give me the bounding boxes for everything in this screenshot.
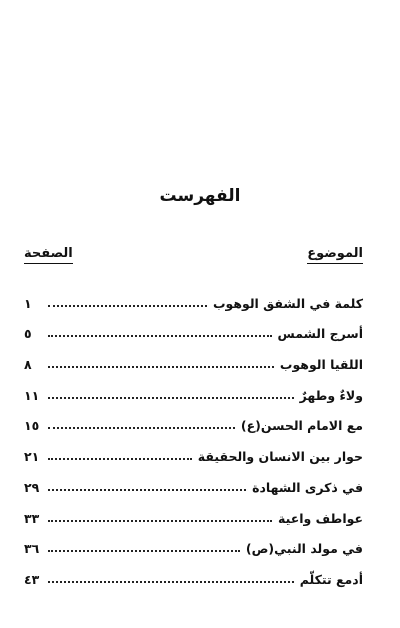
toc-entry-page: ١٥ bbox=[24, 418, 40, 434]
toc-entry bbox=[24, 495, 363, 526]
toc-entry-page: ٢٩ bbox=[24, 479, 40, 495]
toc-entry-title: مع الامام الحسن(ع) bbox=[240, 418, 363, 434]
dot-leader bbox=[48, 396, 294, 399]
page-column-header: الصفحة bbox=[24, 246, 73, 264]
toc-entry bbox=[24, 280, 363, 311]
toc-entry bbox=[24, 556, 363, 587]
toc-entry bbox=[24, 433, 363, 464]
toc-entry bbox=[24, 341, 363, 372]
toc-list bbox=[24, 280, 363, 587]
toc-entry bbox=[24, 311, 363, 342]
toc-entry-title: حوار بين الانسان والحقيقة bbox=[197, 449, 363, 465]
dot-leader bbox=[48, 334, 272, 337]
toc-entry-title: أسرج الشمس bbox=[277, 326, 363, 342]
dot-leader bbox=[48, 426, 235, 429]
toc-entry-title: عواطف واعية bbox=[278, 510, 363, 526]
dot-leader bbox=[48, 365, 274, 368]
toc-entry-title: أدمع تتكلّم bbox=[299, 571, 363, 587]
dot-leader bbox=[48, 304, 207, 307]
toc-entry-title: في مولد النبي(ص) bbox=[245, 541, 363, 557]
toc-entry bbox=[24, 464, 363, 495]
toc-entry-page: ١ bbox=[24, 295, 32, 311]
dot-leader bbox=[48, 519, 272, 522]
toc-entry-title: كلمة في الشفق الوهوب bbox=[212, 295, 363, 311]
toc-entry-title: في ذكرى الشهادة bbox=[252, 479, 363, 495]
page-title: الفهرست bbox=[159, 186, 241, 206]
toc-entry-page: ٨ bbox=[24, 357, 32, 373]
toc-entry-page: ٣٦ bbox=[24, 541, 40, 557]
toc-entry-page: ١١ bbox=[24, 387, 40, 403]
toc-entry-title: اللقيا الوهوب bbox=[279, 357, 363, 373]
toc-entry-page: ٢١ bbox=[24, 449, 40, 465]
dot-leader bbox=[48, 457, 192, 460]
toc-entry bbox=[24, 372, 363, 403]
topic-column-header: الموضوع bbox=[307, 246, 363, 264]
toc-entry-page: ٤٣ bbox=[24, 571, 40, 587]
dot-leader bbox=[48, 549, 240, 552]
dot-leader bbox=[48, 580, 294, 583]
toc-entry-title: ولاءٌ وطهرٌ bbox=[299, 387, 363, 403]
toc-entry bbox=[24, 526, 363, 557]
toc-entry-page: ٣٣ bbox=[24, 510, 40, 526]
toc-entry-page: ٥ bbox=[24, 326, 32, 342]
toc-entry bbox=[24, 403, 363, 434]
dot-leader bbox=[48, 488, 246, 491]
